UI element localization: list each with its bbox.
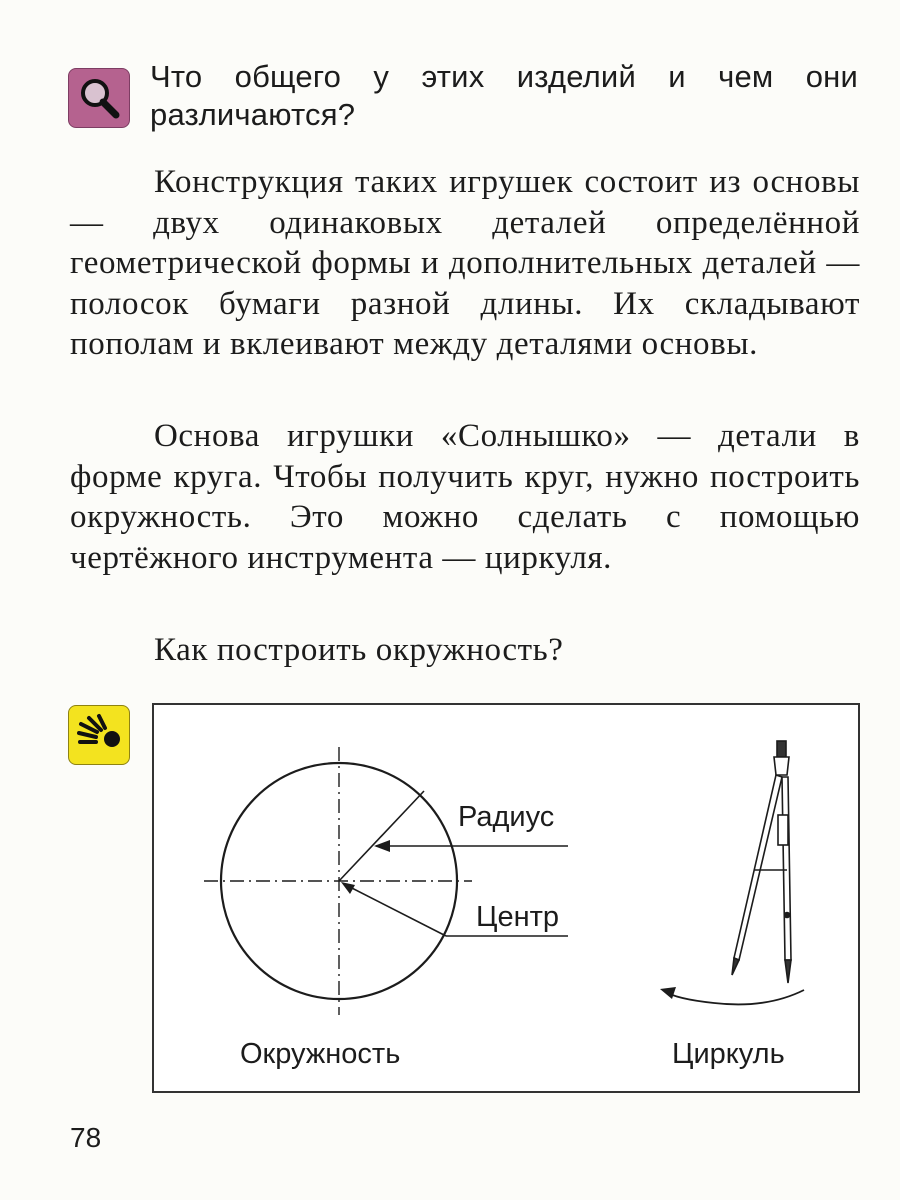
radius-line bbox=[339, 791, 424, 881]
paragraph-sun-toy-text: Основа игрушки «Солнышко» — детали в форме круга. Чтобы получить круг, нужно построить окружность. Это можно сделать с помощью чертёжного инструмента — циркуля. bbox=[70, 418, 860, 576]
paragraph-construction-text: Конструкция таких игрушек состоит из основы — двух одинаковых деталей определённой геометрической формы и дополнительных деталей — полосок бумаги разной длины. Их складывают пополам и вклеивают между деталями основы. bbox=[70, 164, 860, 362]
magnifier-icon bbox=[68, 68, 130, 128]
page-number: 78 bbox=[70, 1122, 102, 1153]
compass-label: Циркуль bbox=[672, 1038, 785, 1070]
paragraph-sun-toy bbox=[70, 416, 860, 578]
rotation-arrow bbox=[664, 990, 804, 1004]
practical-work-icon bbox=[68, 705, 130, 765]
center-pointer bbox=[344, 884, 446, 936]
question-text: Что общего у этих изделий и чем они различаются? bbox=[150, 59, 858, 132]
compass-drawing bbox=[732, 741, 791, 983]
circle-label: Окружность bbox=[240, 1038, 401, 1070]
paragraph-construction bbox=[70, 162, 860, 365]
center-label: Центр bbox=[476, 901, 560, 933]
circle-construction-figure bbox=[152, 703, 860, 1093]
radius-label: Радиус bbox=[458, 801, 555, 833]
how-to-build-circle-question: Как построить окружность? bbox=[154, 632, 564, 668]
